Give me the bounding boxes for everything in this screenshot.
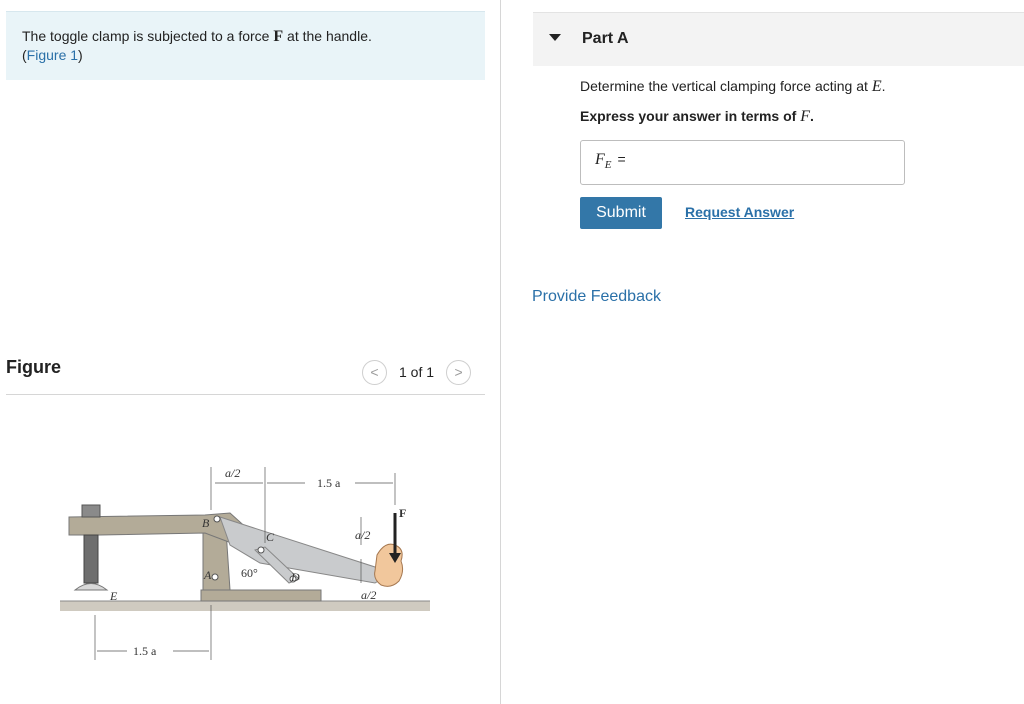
chevron-right-icon: >	[454, 364, 463, 380]
clamp-pad	[75, 584, 107, 591]
force-symbol: F	[273, 28, 284, 45]
point-e: E	[110, 589, 118, 603]
figure-link[interactable]: Figure 1	[26, 47, 79, 63]
dim-15a-top: 1.5 a	[317, 476, 341, 490]
base-plate	[201, 590, 321, 601]
pin-c	[258, 547, 264, 553]
submit-button[interactable]: Submit	[580, 197, 662, 229]
answer-input[interactable]	[580, 140, 905, 185]
point-a: A	[204, 568, 212, 582]
chevron-left-icon: <	[370, 364, 379, 380]
problem-text-after: at the handle.	[283, 28, 372, 44]
question-point: E	[871, 78, 882, 95]
screw-thread	[84, 535, 98, 583]
answer-label: $F_E$ =	[595, 151, 626, 171]
figure-heading: Figure	[6, 357, 62, 377]
provide-feedback-link[interactable]: Provide Feedback	[532, 288, 661, 305]
force-label: F	[399, 506, 407, 520]
pin-b	[214, 516, 220, 522]
prev-figure-button[interactable]	[362, 360, 387, 385]
point-c: C	[266, 530, 275, 544]
express-variable: F	[800, 108, 810, 125]
request-answer-link[interactable]: Request Answer	[685, 204, 795, 220]
dim-15a-bottom: 1.5 a	[133, 644, 157, 658]
next-figure-button[interactable]	[446, 360, 471, 385]
problem-statement: The toggle clamp is subjected to a force F at the handle. (Figure 1)	[6, 11, 485, 80]
part-title: Part A	[582, 30, 629, 47]
point-d: D	[291, 570, 300, 584]
figure-pager	[362, 358, 471, 386]
screw-nut	[82, 505, 100, 517]
express-instruction: Express your answer in terms of F.	[580, 108, 814, 125]
dim-a2-top: a/2	[225, 466, 241, 480]
dim-a2-low: a/2	[361, 588, 377, 602]
right-panel	[501, 0, 1024, 704]
toggle-clamp-figure	[55, 455, 435, 670]
dim-a2-right: a/2	[355, 528, 371, 542]
hand	[375, 544, 403, 586]
problem-text-before: The toggle clamp is subjected to a force	[22, 28, 274, 44]
figure-divider	[6, 394, 485, 395]
part-a-header[interactable]	[533, 12, 1024, 66]
pin-a	[212, 574, 218, 580]
collapse-caret-icon[interactable]	[549, 34, 561, 41]
angle-label: 60°	[241, 566, 258, 580]
question-text: Determine the vertical clamping force acting at E.	[580, 78, 886, 95]
pager-text: 1 of 1	[399, 364, 435, 380]
point-b: B	[202, 516, 210, 530]
left-panel	[0, 0, 500, 704]
